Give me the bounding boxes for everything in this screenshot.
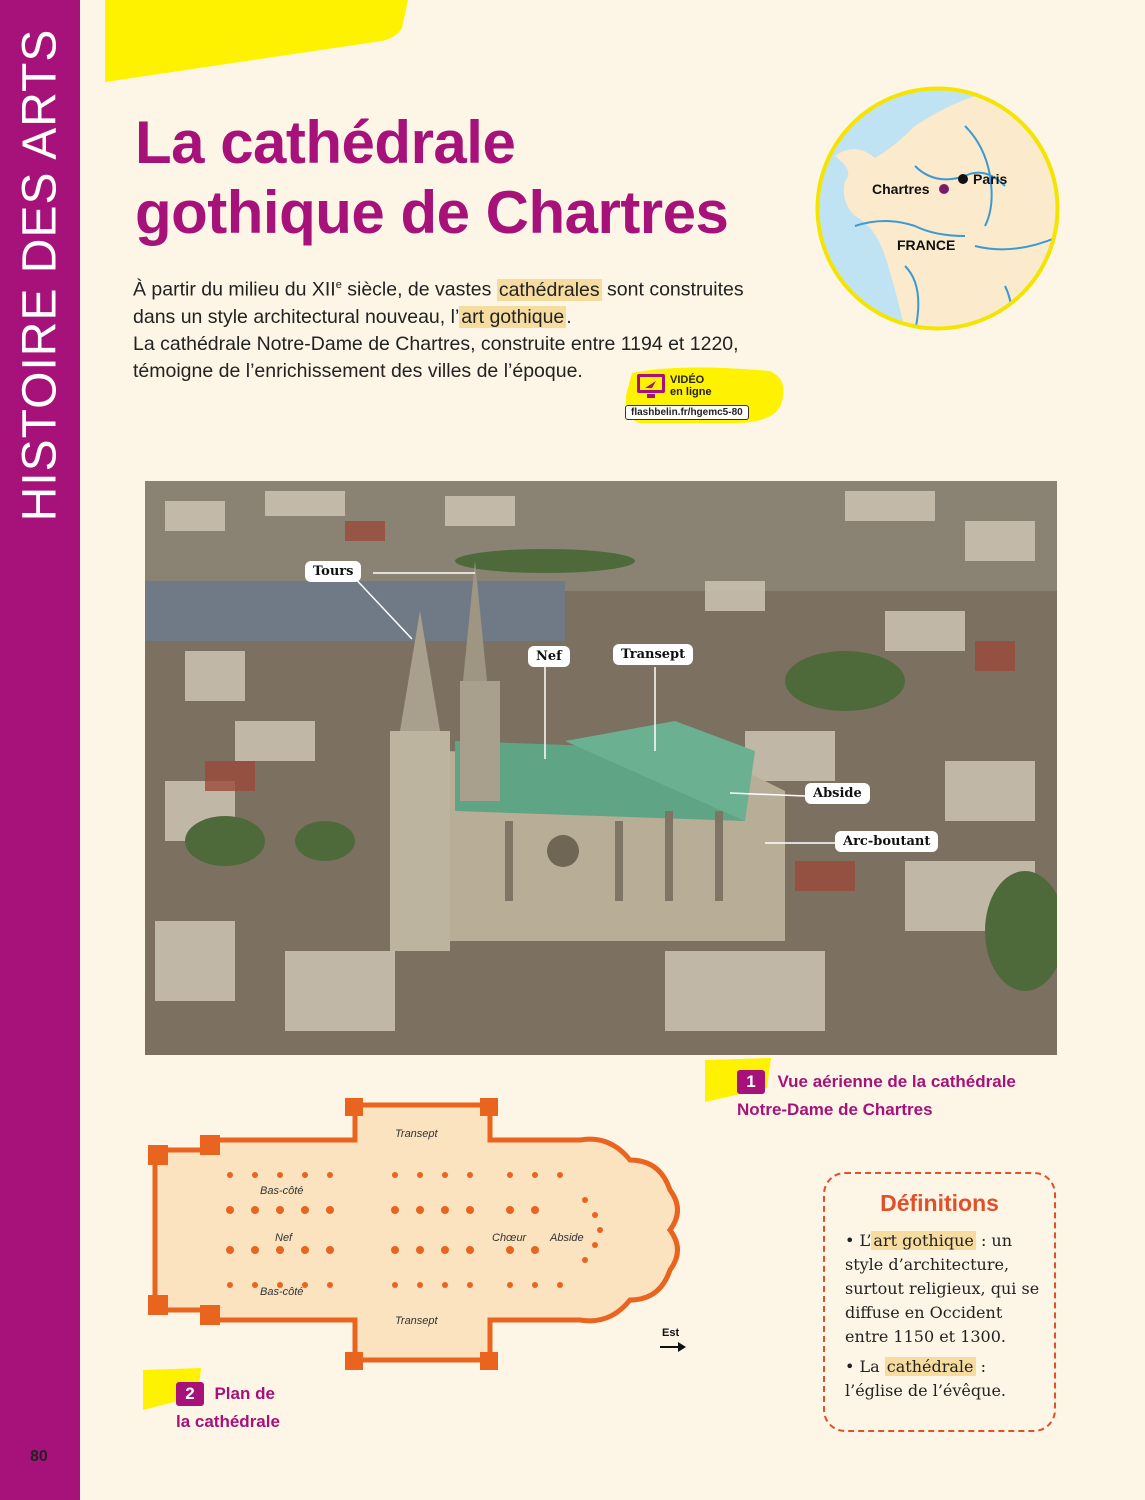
aerial-photo-cathedral	[145, 481, 1057, 1055]
caption-2	[176, 1382, 280, 1432]
intro-text: À partir du milieu du XII	[133, 278, 336, 301]
photo-label-apse: Abside	[805, 783, 870, 804]
title-line-1: La cathédrale	[135, 109, 516, 176]
sidebar-label-container	[0, 0, 80, 1500]
definition-text-cathedrale: : l’église de l’évêque.	[845, 1357, 1006, 1400]
caption-1-line2: Notre-Dame de Chartres	[737, 1100, 933, 1119]
photo-label-nave: Nef	[528, 646, 570, 667]
map-label-france: FRANCE	[897, 237, 956, 253]
page-title	[135, 108, 728, 248]
photo-label-towers: Tours	[305, 561, 361, 582]
caption-2-line2: la cathédrale	[176, 1412, 280, 1431]
paris-marker	[958, 174, 968, 184]
photo-label-transept: Transept	[613, 644, 693, 665]
photo-leader-lines	[145, 481, 1057, 1055]
chartres-marker	[939, 184, 949, 194]
map-label-paris: Paris	[973, 171, 1008, 187]
plan-label-nave: Nef	[275, 1232, 293, 1244]
intro-text: siècle, de vastes	[341, 278, 497, 301]
definition-text-art-gothique: : un style d’architecture, surtout religieux, qui se diffuse en Occident entre 1150 et 1300.	[845, 1231, 1040, 1346]
sidebar-label: HISTOIRE DES ARTS	[13, 28, 67, 522]
definition-cathedrale	[845, 1355, 1042, 1403]
yellow-corner-tab	[80, 0, 410, 82]
video-label-line2: en ligne	[670, 386, 712, 398]
plan-label-east: Est	[662, 1327, 680, 1339]
intro-text: sont construites dans un style architectural nouveau, l’	[133, 278, 744, 328]
title-line-2: gothique de Chartres	[135, 179, 729, 246]
video-badge[interactable]	[620, 365, 785, 425]
highlight-cathedrales: cathédrales	[498, 278, 600, 301]
plan-label-transept-top: Transept	[395, 1128, 438, 1140]
page-number: 80	[30, 1448, 48, 1465]
intro-superscript: e	[335, 279, 342, 291]
definitions-list	[825, 1229, 1054, 1403]
intro-text: .	[566, 305, 572, 328]
definition-term-cathedrale: cathédrale	[886, 1357, 974, 1376]
highlight-art-gothique: art gothique	[461, 305, 565, 328]
definition-bullet: • La	[845, 1357, 885, 1376]
cathedral-floor-plan	[140, 1090, 700, 1385]
definition-art-gothique	[845, 1229, 1042, 1349]
monitor-icon	[636, 373, 666, 399]
definition-bullet: • L’	[845, 1231, 872, 1250]
plan-label-aisle-bottom: Bas-côté	[260, 1286, 304, 1298]
plan-label-choir: Chœur	[492, 1232, 527, 1244]
plan-label-apse: Abside	[550, 1232, 584, 1244]
east-arrow-icon	[660, 1342, 686, 1352]
definitions-title: Définitions	[880, 1190, 999, 1216]
plan-label-aisle-top: Bas-côté	[260, 1185, 304, 1197]
map-label-chartres: Chartres	[872, 181, 930, 197]
caption-1	[737, 1070, 1016, 1120]
definitions-box	[823, 1172, 1056, 1432]
caption-2-line1: Plan de	[214, 1384, 275, 1403]
plan-label-transept-bottom: Transept	[395, 1315, 438, 1327]
video-link[interactable]: flashbelin.fr/hgemc5-80	[625, 405, 749, 420]
caption-1-number: 1	[737, 1070, 765, 1094]
france-locator-map	[815, 86, 1060, 331]
caption-1-line1: Vue aérienne de la cathédrale	[777, 1072, 1016, 1091]
photo-label-flying-buttress: Arc-boutant	[835, 831, 938, 852]
video-label	[670, 374, 712, 398]
intro-text-2: La cathédrale Notre-Dame de Chartres, construite entre 1194 et 1220, témoigne de l’enrichissement des villes de l’époque.	[133, 332, 739, 382]
caption-2-number: 2	[176, 1382, 204, 1406]
definition-term-art-gothique: art gothique	[873, 1231, 974, 1250]
video-label-line1: VIDÉO	[670, 374, 705, 386]
